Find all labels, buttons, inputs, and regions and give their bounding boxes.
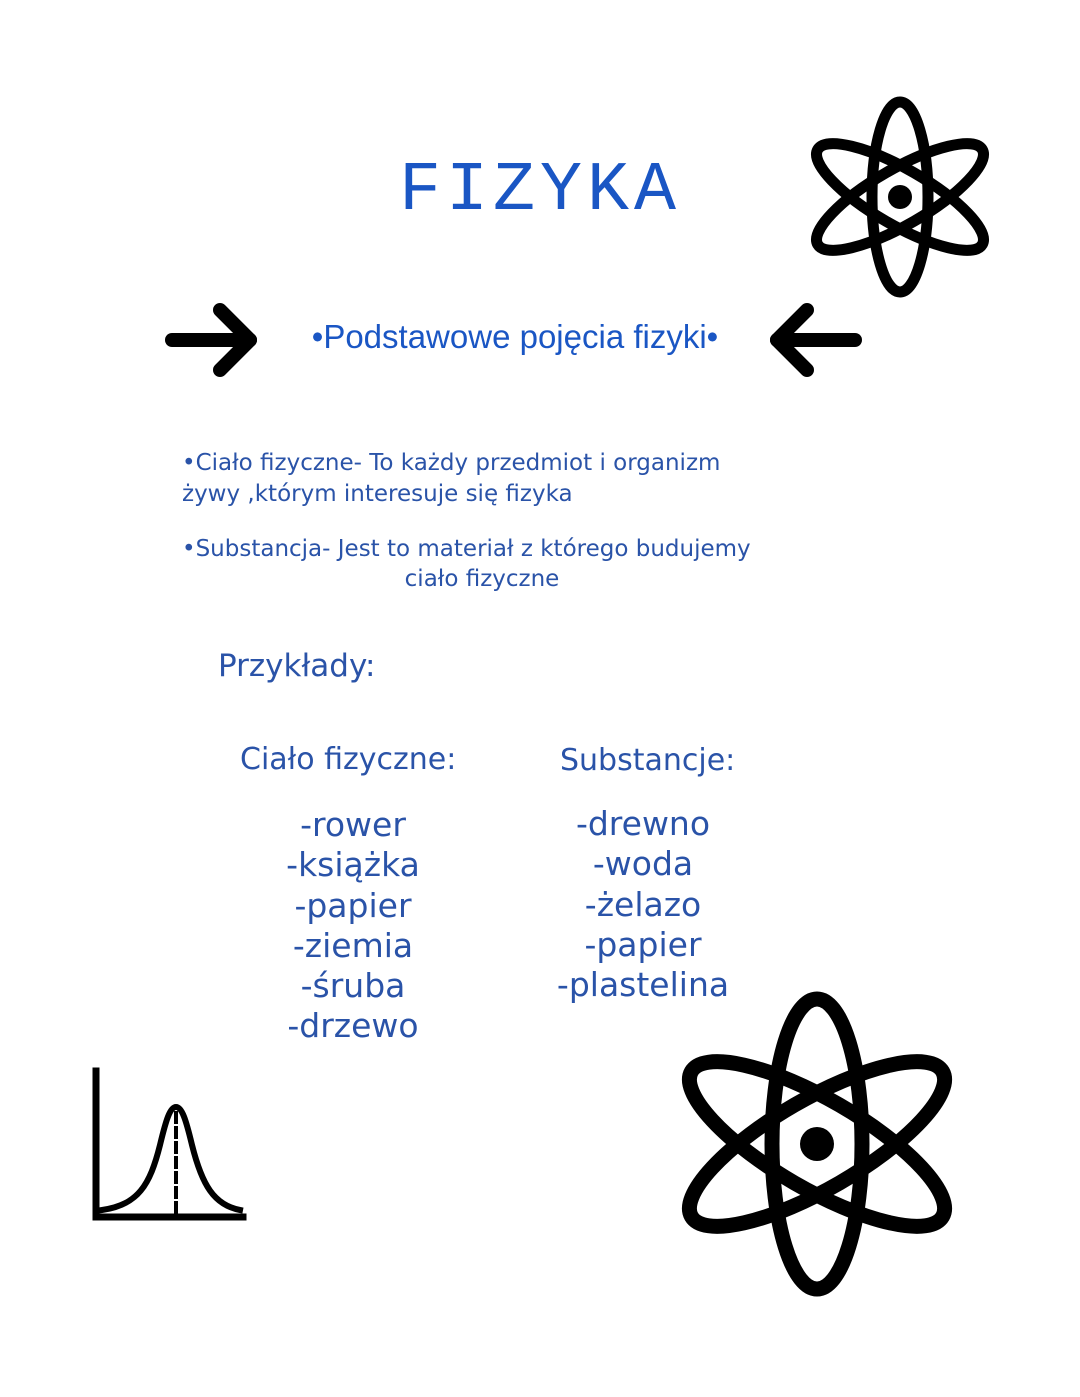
examples-label: Przykłady: [218,648,376,684]
definition-line: żywy ,którym interesuje się fizyka [182,481,573,507]
list-bodies [253,805,453,1047]
page-title: FIZYKA [398,152,682,231]
list-item: -śruba [300,966,406,1006]
list-item: -rower [300,805,406,844]
list-item: -książka [286,845,420,885]
list-item: -drewno [575,804,711,843]
column-heading-substances: Substancje: [560,743,736,778]
list-item: -papier [294,885,412,925]
definition-substance [182,534,822,565]
list-item: -ziemia [292,925,414,965]
definition-line: •Ciało fizyczne- To każdy przedmiot i organizm [182,450,721,476]
atom-icon [672,990,962,1300]
list-item: -papier [584,924,702,964]
list-item: -woda [592,844,694,884]
definition-line: ciało fizyczne [404,566,560,592]
column-heading-bodies: Ciało fizyczne: [240,742,457,777]
list-item: -plastelina [556,965,730,1005]
list-substances [533,804,753,1005]
atom-icon [805,95,995,300]
definition-body [182,448,822,510]
definition-line: •Substancja- Jest to materiał z którego budujemy [182,536,751,562]
list-item: -drzewo [287,1006,419,1046]
list-item: -żelazo [584,884,702,924]
bell-curve-icon [88,1065,253,1225]
section-subtitle: •Podstawowe pojęcia fizyki• [311,318,719,355]
